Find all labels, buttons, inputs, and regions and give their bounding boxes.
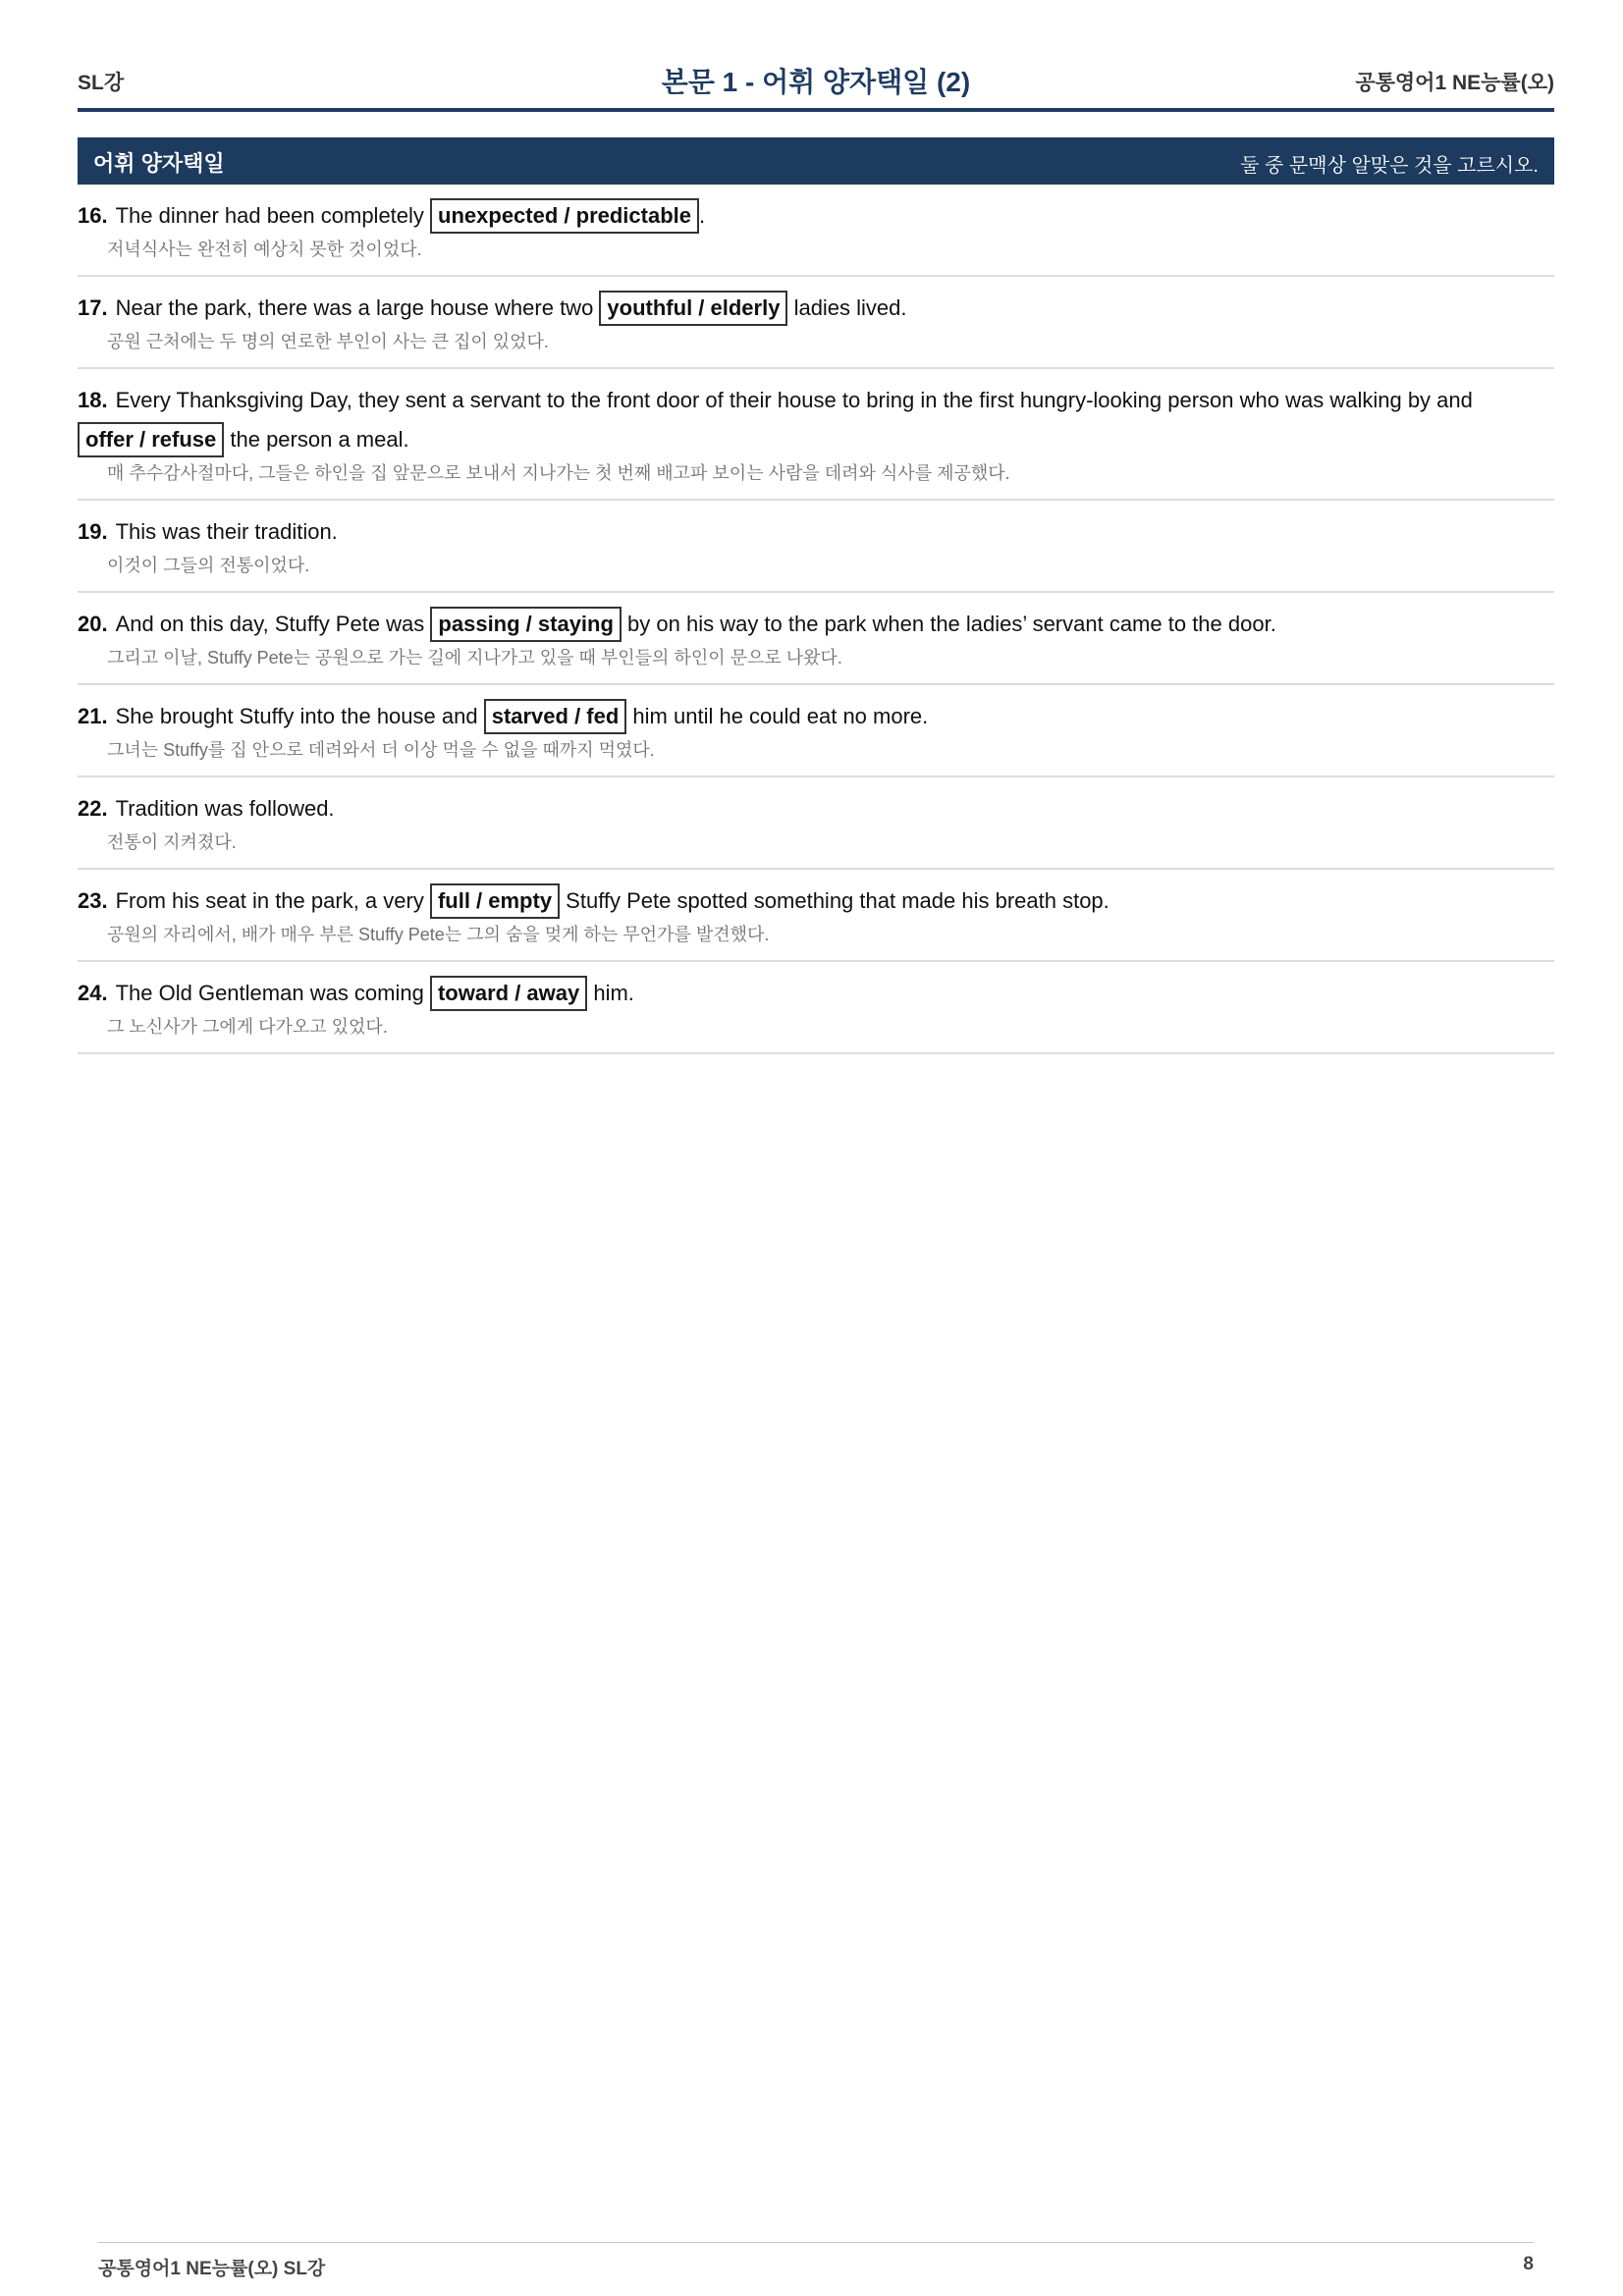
question-number: 22. xyxy=(78,796,108,821)
korean-translation: 그녀는 Stuffy를 집 안으로 데려와서 더 이상 먹을 수 없을 때까지 먹였다. xyxy=(107,740,655,760)
sentence-text-before: Tradition was followed. xyxy=(115,796,335,821)
question-item xyxy=(78,777,1554,870)
korean-translation: 그 노신사가 그에게 다가오고 있었다. xyxy=(107,1017,388,1037)
question-number: 24. xyxy=(78,981,108,1005)
section-title: 어휘 양자택일 xyxy=(93,151,225,176)
question-item xyxy=(78,593,1554,685)
korean-translation: 이것이 그들의 전통이었다. xyxy=(107,556,310,575)
sentence-text-after: ladies lived. xyxy=(787,295,907,320)
korean-translation: 저녁식사는 완전히 예상치 못한 것이었다. xyxy=(107,240,422,259)
question-number: 19. xyxy=(78,519,108,544)
question-sentence xyxy=(78,512,1554,552)
question-sentence xyxy=(78,789,1554,828)
sentence-text-before: Near the park, there was a large house where two xyxy=(115,295,600,320)
sentence-text-before: And on this day, Stuffy Pete was xyxy=(115,612,431,636)
question-item xyxy=(78,369,1554,501)
question-sentence xyxy=(78,381,1554,459)
korean-translation: 그리고 이날, Stuffy Pete는 공원으로 가는 길에 지나가고 있을 때 부인들의 하인이 문으로 나왔다. xyxy=(107,648,842,667)
question-number: 18. xyxy=(78,388,108,412)
sentence-text-after: Stuffy Pete spotted something that made his breath stop. xyxy=(560,888,1109,913)
choice-box: youthful / elderly xyxy=(599,291,787,326)
question-sentence xyxy=(78,196,1554,236)
sentence-text-after: him until he could eat no more. xyxy=(626,704,929,728)
korean-translation: 공원의 자리에서, 배가 매우 부른 Stuffy Pete는 그의 숨을 멎게 하는 무언가를 발견했다. xyxy=(107,925,770,944)
sentence-text-after: him. xyxy=(587,981,634,1005)
question-number: 20. xyxy=(78,612,108,636)
question-number: 16. xyxy=(78,203,108,228)
header-left-label: SL강 xyxy=(78,72,125,94)
choice-box: toward / away xyxy=(430,976,587,1011)
sentence-text-before: The dinner had been completely xyxy=(115,203,431,228)
sentence-text-before: Every Thanksgiving Day, they sent a servant to the front door of their house to bring in the first hungry-looking person who was walking by and xyxy=(115,388,1473,412)
page-header xyxy=(78,61,1554,112)
sentence-text-after: by on his way to the park when the ladies’ servant came to the door. xyxy=(621,612,1276,636)
korean-translation: 전통이 지켜졌다. xyxy=(107,832,237,852)
korean-translation: 공원 근처에는 두 명의 연로한 부인이 사는 큰 집이 있었다. xyxy=(107,332,549,351)
choice-box: passing / staying xyxy=(430,607,622,642)
page-title: 본문 1 - 어휘 양자택일 (2) xyxy=(661,67,971,97)
question-sentence xyxy=(78,697,1554,736)
sentence-text-before: From his seat in the park, a very xyxy=(115,888,430,913)
page-number: 8 xyxy=(1523,2254,1534,2274)
footer-label: 공통영어1 NE능률(오) SL강 xyxy=(98,2259,326,2279)
question-list xyxy=(78,185,1554,1054)
section-instruction: 둘 중 문맥상 알맞은 것을 고르시오. xyxy=(1240,155,1539,177)
choice-box: starved / fed xyxy=(484,699,627,734)
question-item xyxy=(78,277,1554,369)
footer-divider xyxy=(98,2242,1534,2243)
choice-box: unexpected / predictable xyxy=(430,198,699,234)
sentence-text-before: She brought Stuffy into the house and xyxy=(115,704,484,728)
question-number: 23. xyxy=(78,888,108,913)
question-number: 21. xyxy=(78,704,108,728)
question-item xyxy=(78,870,1554,962)
header-right-label: 공통영어1 NE능률(오) xyxy=(1355,72,1554,94)
question-sentence xyxy=(78,881,1554,921)
question-item xyxy=(78,185,1554,277)
question-item xyxy=(78,685,1554,777)
sentence-text-before: The Old Gentleman was coming xyxy=(115,981,430,1005)
korean-translation: 매 추수감사절마다, 그들은 하인을 집 앞문으로 보내서 지나가는 첫 번째 배고파 보이는 사람을 데려와 식사를 제공했다. xyxy=(107,463,1010,483)
question-sentence xyxy=(78,974,1554,1013)
question-sentence xyxy=(78,605,1554,644)
choice-box: full / empty xyxy=(430,883,560,919)
question-sentence xyxy=(78,289,1554,328)
section-header xyxy=(78,137,1554,185)
question-item xyxy=(78,501,1554,593)
question-item xyxy=(78,962,1554,1054)
sentence-text-before: This was their tradition. xyxy=(115,519,338,544)
sentence-text-after: . xyxy=(699,203,706,228)
choice-box: offer / refuse xyxy=(78,422,224,457)
sentence-text-after: the person a meal. xyxy=(224,427,409,452)
question-number: 17. xyxy=(78,295,108,320)
